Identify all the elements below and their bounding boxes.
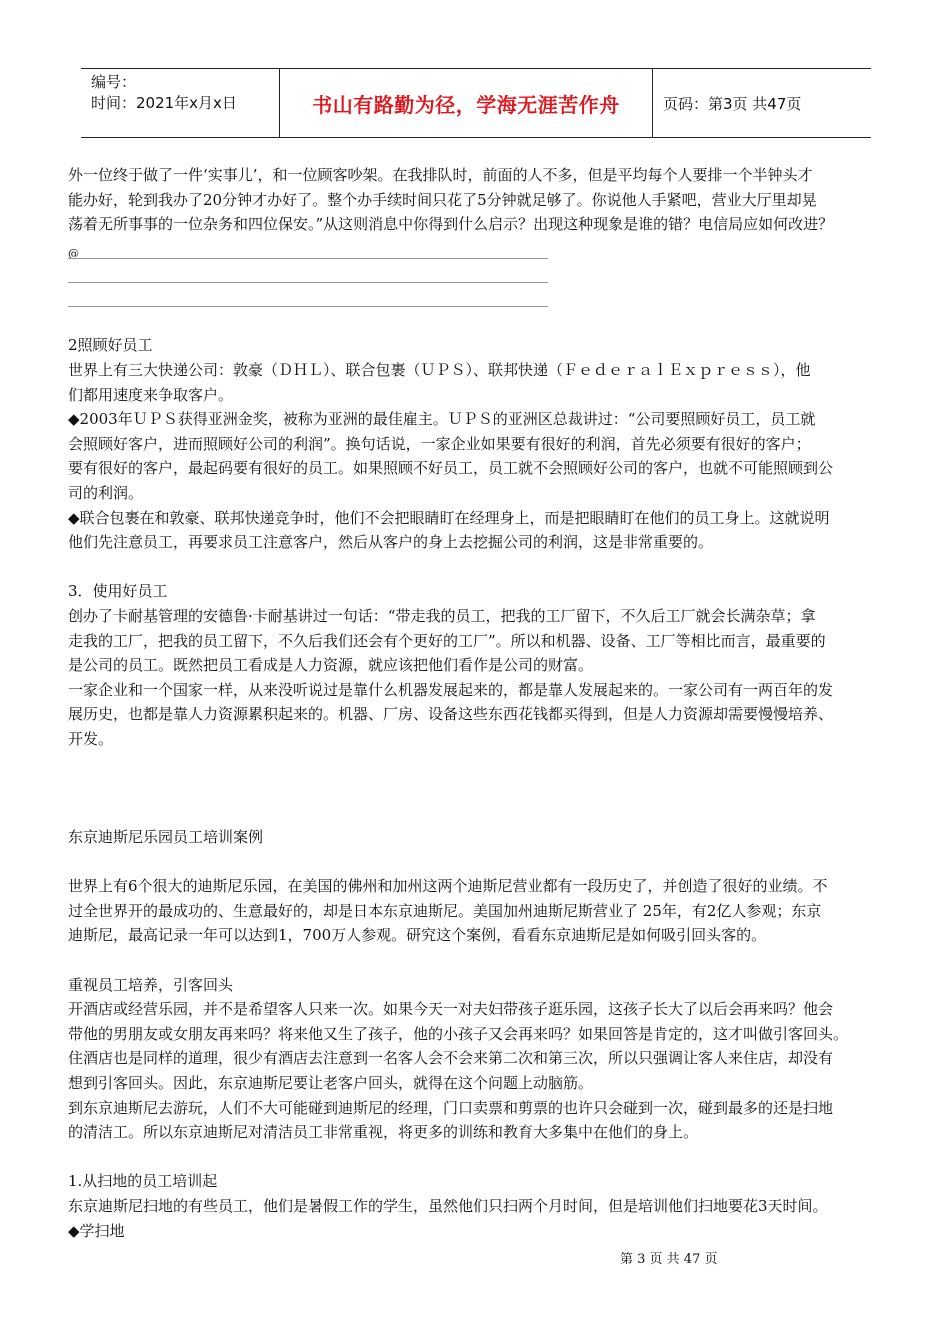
answer-lines [68,237,896,309]
text-line: 他们先注意员工，再要求员工注意客户，然后从客户的身上去挖掘公司的利润，这是非常重要的。 [68,533,714,552]
answer-line [68,237,896,261]
case-title: 东京迪斯尼乐园员工培训案例 [68,828,264,847]
text-line: 会照顾好客户，进而照顾好公司的利润”。换句话说，一家企业如果要有很好的利润，首先必须要有很好的客户； [68,434,811,453]
header-motto: 书山有路勤为径，学海无涯苦作舟 [280,69,653,137]
intro-paragraph [68,163,896,237]
text-line: 荡着无所事事的一位杂务和四位保安。”从这则消息中你得到什么启示？出现这种现象是谁的错？电信局应如何改进？ [68,215,834,234]
document-body [68,163,896,1243]
header-page-label: 页码：第3页 共47页 [663,94,802,113]
text-line: 迪斯尼，最高记录一年可以达到1，700万人参观。研究这个案例，看看东京迪斯尼是如何吸引回头客的。 [68,926,767,945]
page-footer: 第 3 页 共 47 页 [620,1252,718,1267]
text-line: 的清洁工。所以东京迪斯尼对清洁员工非常重视，将更多的训练和教育大多集中在他们的身上。 [68,1123,699,1142]
text-line: 住酒店也是同样的道理，很少有酒店去注意到一名客人会不会来第二次和第三次，所以只强调让客人来住店，却没有 [68,1049,834,1068]
text-line: 展历史，也都是靠人力资源累积起来的。机器、厂房、设备这些东西花钱都买得到，但是人力资源却需要慢慢培养、 [68,705,834,724]
text-line: 过全世界开的最成功的、生意最好的，却是日本东京迪斯尼。美国加州迪斯尼斯营业了 25年，有2亿人参观；东京 [68,901,822,920]
text-line: 能办好，轮到我办了20分钟才办好了。整个办手续时间只花了5分钟就足够了。你说他人手紧吧，营业大厅里却晃 [68,190,817,209]
text-line: 要有很好的客户，最起码要有很好的员工。如果照顾不好员工，员工就不会照顾好公司的客户，也就不可能照顾到公 [68,459,834,478]
text-line: 东京迪斯尼扫地的有些员工，他们是暑假工作的学生，虽然他们只扫两个月时间，但是培训他们扫地要花3天时间。 [68,1196,828,1215]
text-line: 司的利润。 [68,483,144,502]
section-title: 2照顾好员工 [68,336,153,355]
answer-line [68,285,896,309]
time-label: 时间：2021年x月x日 [91,94,237,112]
text-line: 开发。 [68,729,114,748]
text-line: ◆学扫地 [68,1221,125,1240]
text-line: ◆联合包裹在和敦豪、联邦快递竞争时，他们不会把眼睛盯在经理身上，而是把眼睛盯在他们的员工身上。这就说明 [68,508,830,527]
section-title: 3．使用好员工 [68,582,168,601]
text-line: 走我的工厂，把我的员工留下，不久后我们还会有个更好的工厂”。所以和机器、设备、工厂等相比而言，最重要的 [68,631,826,650]
answer-line [68,261,896,285]
text-line: 世界上有三大快递公司：敦豪（ＤＨＬ）、联合包裹（ＵＰＳ）、联邦快递（ＦｅｄｅｒａｌＥｘｐｒｅｓｓ），他 [68,360,811,379]
header-table [81,68,871,138]
text-line: ◆2003年ＵＰＳ获得亚洲金奖，被称为亚洲的最佳雇主。ＵＰＳ的亚洲区总裁讲过：“公司要照顾好员工，员工就 [68,410,816,429]
subsection-title: 重视员工培养，引客回头 [68,975,234,994]
text-line: 想到引客回头。因此，东京迪斯尼要让老客户回头，就得在这个问题上动脑筋。 [68,1074,594,1092]
text-line: 创办了卡耐基管理的安德鲁·卡耐基讲过一句话：“带走我的员工，把我的工厂留下，不久后工厂就会长满杂草；拿 [68,606,816,625]
section-3 [68,579,896,751]
answer-mark: @ [68,246,79,260]
serial-label: 编号： [91,73,137,91]
text-line: 一家企业和一个国家一样，从来没听说过是靠什么机器发展起来的，都是靠人发展起来的。一家公司有一两百年的发 [68,680,834,699]
text-line: 到东京迪斯尼去游玩，人们不大可能碰到迪斯尼的经理，门口卖票和剪票的也许只会碰到一次，碰到最多的还是扫地 [68,1098,834,1117]
header-info-cell [81,69,280,137]
text-line: 开酒店或经营乐园，并不是希望客人只来一次。如果今天一对夫妇带孩子逛乐园，这孩子长大了以后会再来吗？他会 [68,1000,834,1019]
text-line: 外一位终于做了一件‘实事儿’，和一位顾客吵架。在我排队时，前面的人不多，但是平均每个人要排一个半钟头才 [68,166,813,184]
section-2 [68,333,896,554]
text-line: 们都用速度来争取客户。 [68,385,234,404]
text-line: 是公司的员工。既然把员工看成是人力资源，就应该把他们看作是公司的财富。 [68,656,594,675]
case-study [68,825,896,1243]
text-line: 世界上有6个很大的迪斯尼乐园，在美国的佛州和加州这两个迪斯尼营业都有一段历史了，并创造了很好的业绩。不 [68,877,828,896]
subsection-title: 1.从扫地的员工培训起 [68,1172,218,1191]
text-line: 带他的男朋友或女朋友再来吗？将来他又生了孩子，他的小孩子又会再来吗？如果回答是肯定的，这才叫做引客回头。 [68,1024,849,1043]
